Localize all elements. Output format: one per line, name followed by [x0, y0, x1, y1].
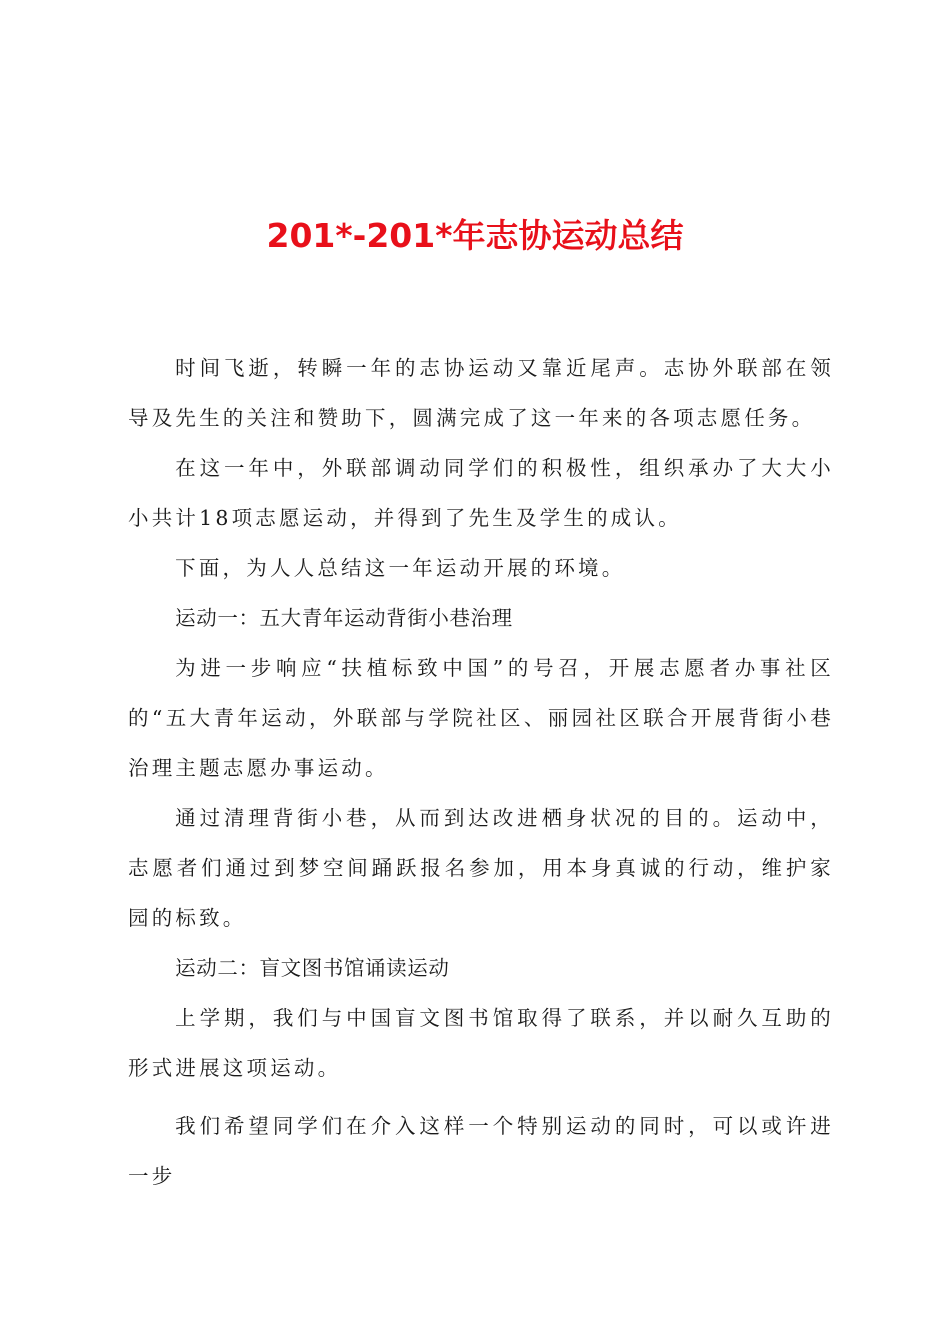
paragraph-intro: 时间飞逝，转瞬一年的志协运动又靠近尾声。志协外联部在领导及先生的关注和赞助下，圆满完成了这一年来的各项志愿任务。 [128, 356, 834, 430]
section-heading-activity-2: 运动二：盲文图书馆诵读运动 [175, 956, 450, 980]
section-heading-activity-1: 运动一：五大青年运动背街小巷治理 [175, 606, 513, 630]
paragraph-activity-2-intro: 上学期，我们与中国盲文图书馆取得了联系，并以耐久互助的形式进展这项运动。 [128, 1006, 834, 1080]
paragraph-summary: 在这一年中，外联部调动同学们的积极性，组织承办了大大小小共计18项志愿运动，并得到了先生及学生的成认。 [128, 456, 834, 530]
paragraph-activity-2-detail: 我们希望同学们在介入这样一个特别运动的同时，可以或许进一步 [128, 1114, 834, 1188]
paragraph-activity-1-detail: 通过清理背街小巷，从而到达改进栖身状况的目的。运动中，志愿者们通过到梦空间踊跃报名参加，用本身真诚的行动，维护家园的标致。 [128, 806, 834, 930]
paragraph-activity-1-intro: 为进一步响应“扶植标致中国”的号召，开展志愿者办事社区的“五大青年运动，外联部与学院社区、丽园社区联合开展背街小巷治理主题志愿办事运动。 [128, 656, 834, 780]
paragraph-overview: 下面，为人人总结这一年运动开展的环境。 [175, 556, 626, 580]
document-title: 201*-201*年志协运动总结 [266, 216, 684, 255]
document-body [128, 343, 834, 1201]
